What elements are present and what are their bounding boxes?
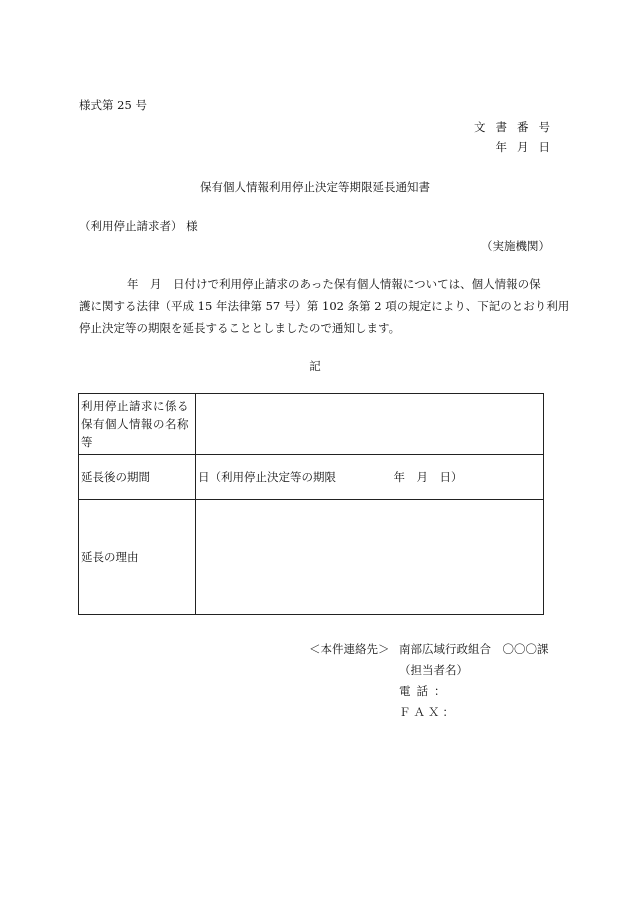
contact-fax: ＦＡＸ： (399, 705, 457, 719)
extension-reason-label: 延長の理由 (79, 500, 196, 615)
contact-person: （担当者名） (399, 663, 468, 677)
document-number: 文書番号 (474, 120, 560, 134)
contact-phone: 電話： (399, 684, 452, 698)
contact-organization: 南部広域行政組合 〇〇〇課 (399, 642, 549, 656)
body-line-2: 護に関する法律（平成 15 年法律第 57 号）第 102 条第 2 項の規定により、下記のとおり利用 (79, 299, 570, 313)
extended-period-label: 延長後の期間 (79, 455, 196, 500)
extended-period-value: 日（利用停止決定等の期限 年 月 日） (196, 455, 544, 500)
issuer: （実施機関） (481, 239, 550, 253)
form-number: 様式第 25 号 (79, 98, 147, 112)
ki-heading: 記 (309, 359, 321, 373)
document-title: 保有個人情報利用停止決定等期限延長通知書 (200, 180, 430, 194)
extension-reason-value (196, 500, 544, 615)
details-table (78, 393, 544, 615)
table-row (79, 394, 544, 455)
personal-info-name-value (196, 394, 544, 455)
document-date: 年月日 (495, 140, 560, 154)
personal-info-name-label: 利用停止請求に係る保有個人情報の名称等 (79, 394, 196, 455)
recipient: （利用停止請求者） 様 (79, 219, 198, 233)
body-line-3: 停止決定等の期限を延長することとしましたので通知します。 (79, 321, 401, 335)
body-line-1: 年 月 日付けで利用停止請求のあった保有個人情報については、個人情報の保 (127, 277, 541, 291)
table-row (79, 500, 544, 615)
body-paragraph (79, 273, 570, 339)
table-row (79, 455, 544, 500)
contact-label: ＜本件連絡先＞ (309, 642, 390, 656)
